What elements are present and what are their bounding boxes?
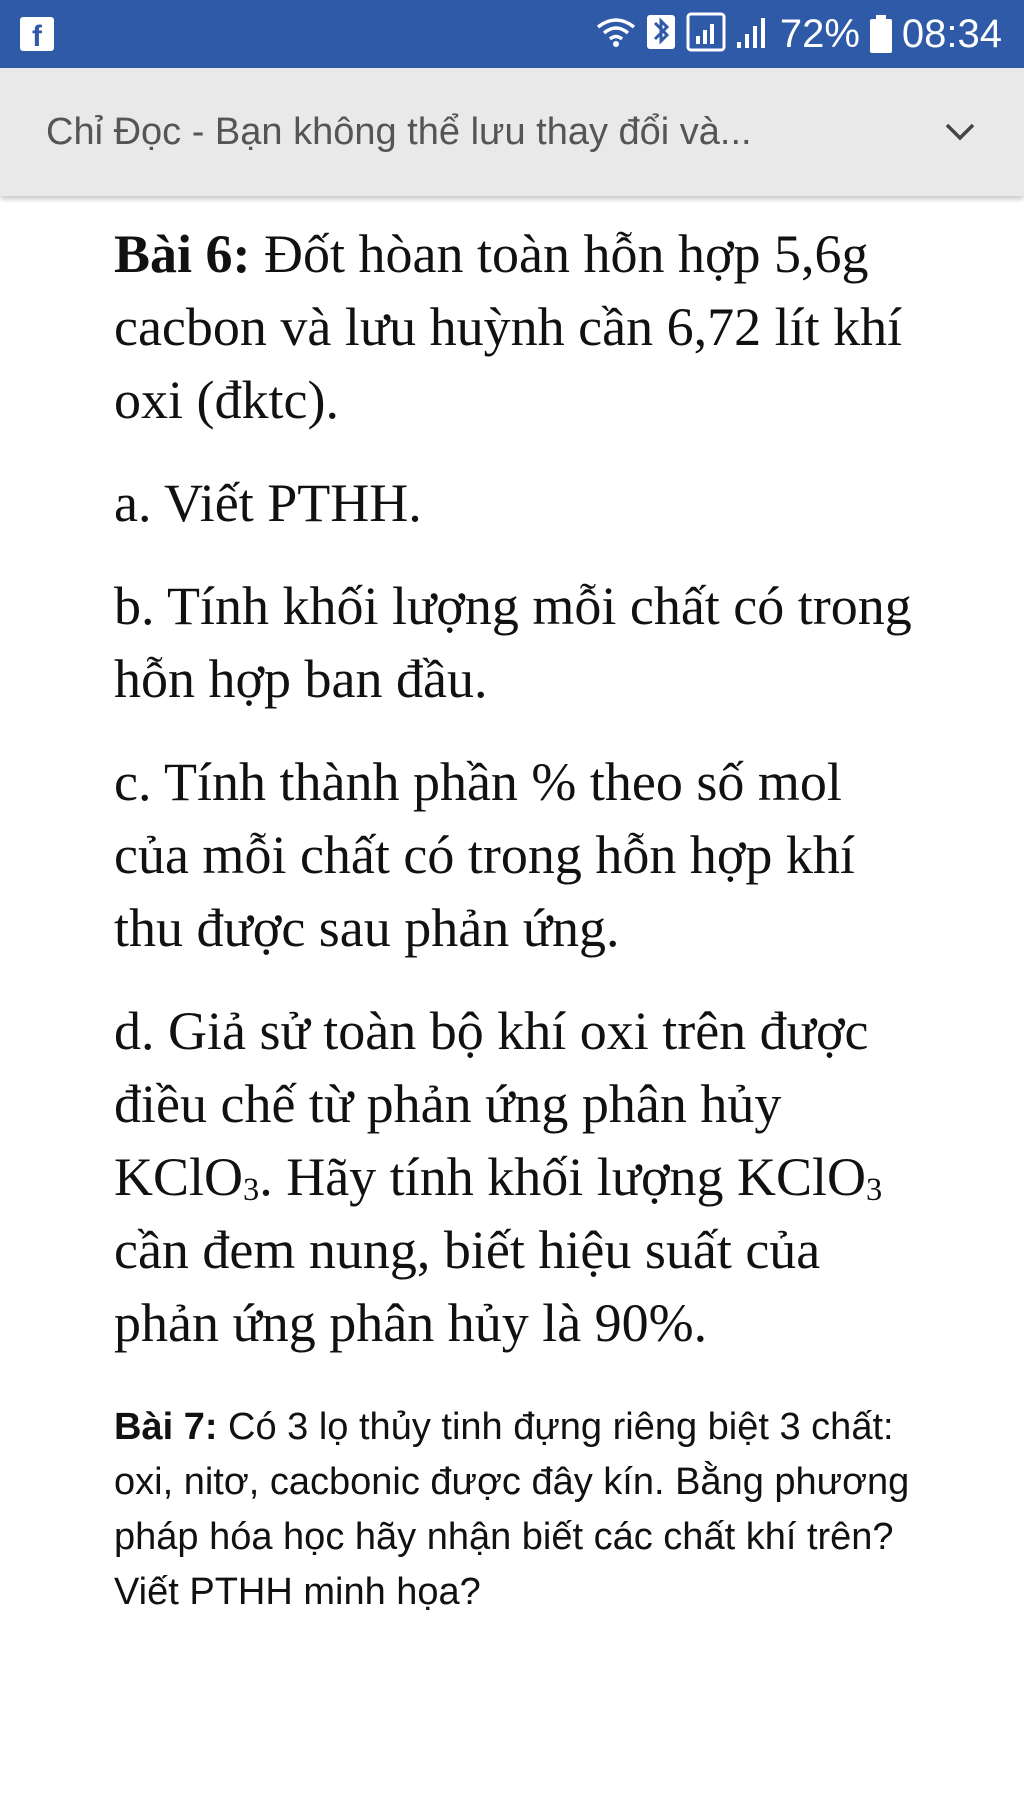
status-icons	[596, 0, 1002, 68]
facebook-icon[interactable]: f	[20, 17, 54, 51]
part-d-text-1: d. Giả sử toàn bộ khí oxi trên được điều chế từ phản ứng phân hủy KClO	[114, 1001, 869, 1207]
exercise-7-heading: Bài 7:	[114, 1406, 218, 1448]
subscript-3: 3	[243, 1171, 260, 1208]
subscript-3: 3	[866, 1171, 883, 1208]
exercise-6-text: Đốt hòan toàn hỗn hợp 5,6g cacbon và lưu huỳnh cần 6,72 lít khí oxi (đktc).	[114, 224, 903, 430]
exercise-6-heading: Bài 6:	[114, 224, 251, 284]
read-only-banner[interactable]	[0, 68, 1024, 196]
battery-icon	[870, 15, 892, 53]
wifi-icon	[596, 15, 636, 53]
exercise-6-intro	[114, 218, 914, 437]
bluetooth-icon	[646, 14, 676, 54]
chevron-down-icon[interactable]	[940, 112, 980, 152]
part-d-text-2: . Hãy tính khối lượng KClO	[259, 1147, 867, 1207]
exercise-7	[114, 1400, 914, 1620]
exercise-6-part-c: c. Tính thành phần % theo số mol của mỗi chất có trong hỗn hợp khí thu được sau phản ứng.	[114, 752, 855, 958]
sim-signal-icon	[686, 12, 726, 56]
signal-bars-icon	[736, 14, 770, 54]
exercise-6-part-a: a. Viết PTHH.	[114, 473, 422, 533]
exercise-6-part-d	[114, 995, 914, 1360]
status-bar	[0, 0, 1024, 68]
exercise-6-part-b: b. Tính khối lượng mỗi chất có trong hỗn hợp ban đầu.	[114, 576, 912, 709]
read-only-banner-text: Chỉ Đọc - Bạn không thể lưu thay đổi và...	[46, 110, 752, 153]
document-content	[114, 218, 914, 1620]
exercise-7-text: Có 3 lọ thủy tinh đựng riêng biệt 3 chất: oxi, nitơ, cacbonic được đây kín. Bằng phương pháp hóa học hãy nhận biết các chất khí trên? Viết PTHH minh họa?	[114, 1406, 910, 1613]
clock: 08:34	[901, 12, 1002, 56]
part-d-text-3: cần đem nung, biết hiệu suất của phản ứng phân hủy là 90%.	[114, 1220, 821, 1353]
battery-percent: 72%	[779, 12, 860, 56]
